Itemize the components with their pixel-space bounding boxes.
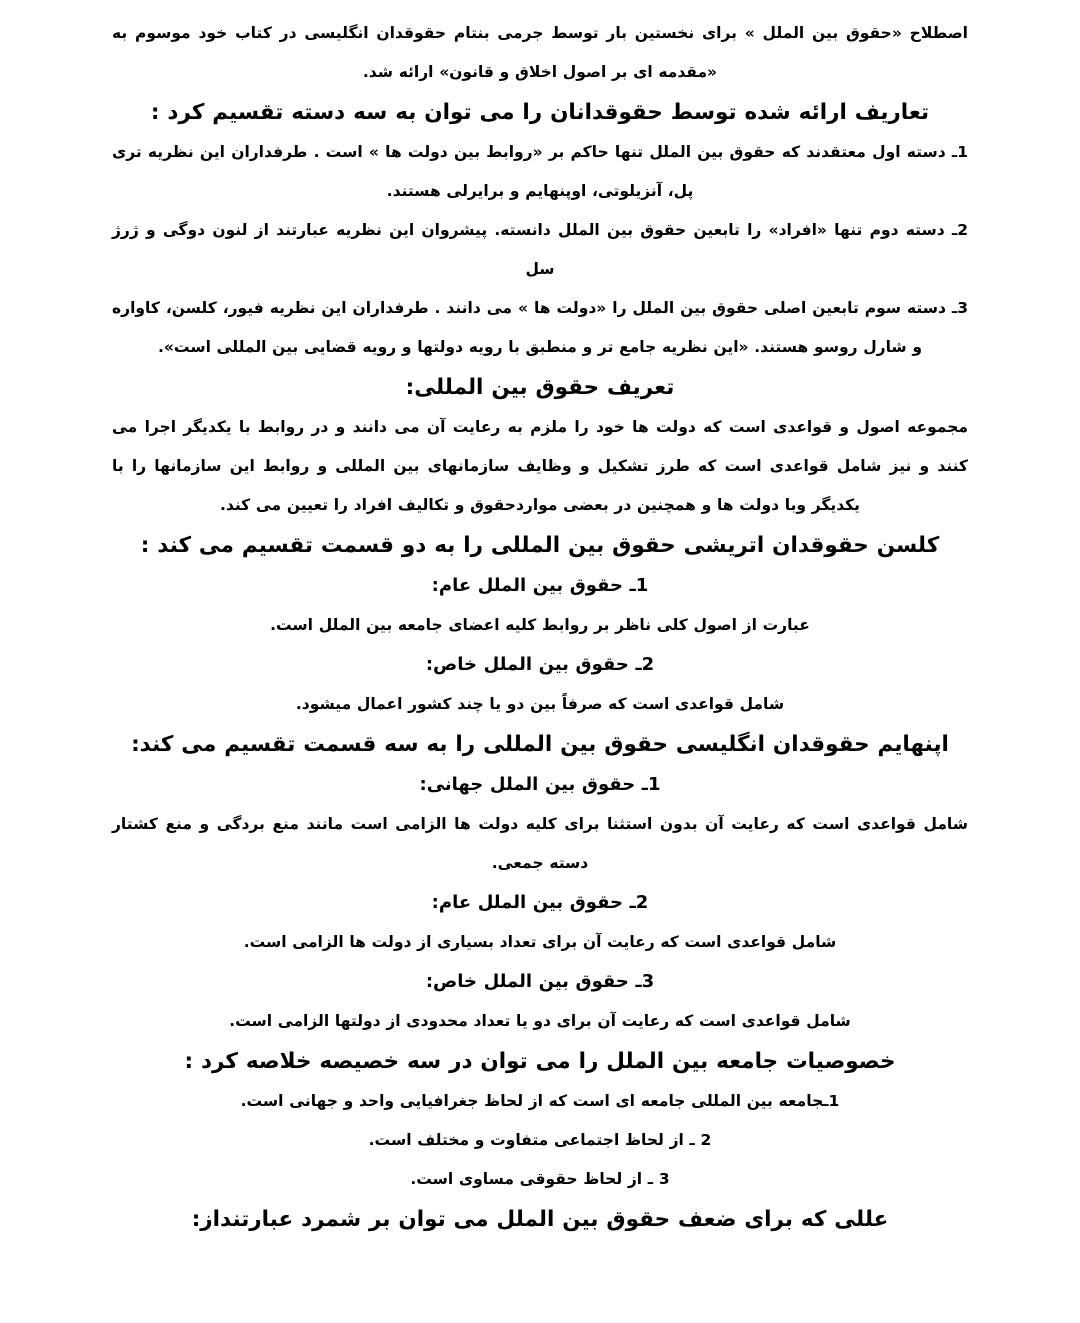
characteristics-section-heading: خصوصیات جامعه بین الملل را می توان در سه خصیصه خلاصه کرد : [184,1049,896,1074]
oppenheim-item-1-title: 1ـ حقوق بین الملل جهانی: [419,774,661,795]
school-item-2: 2ـ دسته دوم تنها «افراد» را تابعین حقوق بین الملل دانسته. پیشروان این نظریه عبارتند از لنون دوگی و ژرژ سل [112,221,968,278]
oppenheim-item-1-body: شامل قواعدی است که رعایت آن بدون استثنا برای کلیه دولت ها الزامی است مانند منع بردگی و منع کشتار دسته جمعی. [112,815,968,872]
school-item-3: 3ـ دسته سوم تابعین اصلی حقوق بین الملل را «دولت ها » می دانند . طرفداران این نظریه فیور، کلسن، کاواره و شارل روسو هستند. «این نظریه جامع تر و منطبق با رویه دولتها و رویه قضایی بین المللی است». [112,299,968,356]
oppenheim-item-3-body: شامل قواعدی است که رعایت آن برای دو یا تعداد محدودی از دولتها الزامی است. [229,1012,851,1030]
kelsen-item-1-title: 1ـ حقوق بین الملل عام: [431,575,649,596]
definition-section-heading: تعریف حقوق بین المللی: [405,375,675,400]
oppenheim-section-heading: اپنهایم حقوقدان انگلیسی حقوق بین المللی را به سه قسمت تقسیم می کند: [131,732,949,757]
definitions-heading: تعاریف ارائه شده توسط حقوقدانان را می توان به سه دسته تقسیم کرد : [150,100,930,125]
oppenheim-item-2-title: 2ـ حقوق بین الملل عام: [431,892,649,913]
kelsen-item-2-title: 2ـ حقوق بین الملل خاص: [425,654,655,675]
school-item-1: 1ـ دسته اول معتقدند که حقوق بین الملل تنها حاکم بر «روابط بین دولت ها » است . طرفداران این نظریه تری پل، آنزیلوتی، اوپنهایم و برایرلی هستند. [112,143,968,200]
oppenheim-item-3-title: 3ـ حقوق بین الملل خاص: [425,971,655,992]
kelsen-section-heading: کلسن حقوقدان اتریشی حقوق بین المللی را به دو قسمت تقسیم می کند : [140,533,940,558]
definition-section-body: مجموعه اصول و قواعدی است که دولت ها خود را ملزم به رعایت آن می دانند و در روابط با یکدیگر اجرا می کنند و نیز شامل قواعدی است که طرز تشکیل و وظایف سازمانهای بین المللی و روابط این سازمانها را با یکدیگر وبا دولت ها و همچنین در بعضی مواردحقوق و تکالیف افراد را تعیین می کند. [112,418,968,514]
characteristic-item-2: 2 ـ از لحاظ اجتماعی متفاوت و مختلف است. [368,1131,712,1149]
characteristic-item-1: 1ـجامعه بین المللی جامعه ای است که از لحاظ جغرافیایی واحد و جهانی است. [240,1092,840,1110]
intro-paragraph: اصطلاح «حقوق بین الملل » برای نخستین بار توسط جرمی بنتام حقوقدان انگلیسی در کتاب خود موسوم به «مقدمه ای بر اصول اخلاق و قانون» ارائه شد. [112,24,968,81]
kelsen-item-1-body: عبارت از اصول کلی ناظر بر روابط کلیه اعضای جامعه بین الملل است. [270,616,810,634]
weakness-heading: عللی که برای ضعف حقوق بین الملل می توان بر شمرد عبارتنداز: [191,1207,889,1232]
kelsen-item-2-body: شامل قواعدی است که صرفاً بین دو یا چند کشور اعمال میشود. [295,695,785,713]
oppenheim-item-2-body: شامل قواعدی است که رعایت آن برای تعداد بسیاری از دولت ها الزامی است. [243,933,837,951]
characteristic-item-3: 3 ـ از لحاظ حقوقی مساوی است. [410,1170,670,1188]
